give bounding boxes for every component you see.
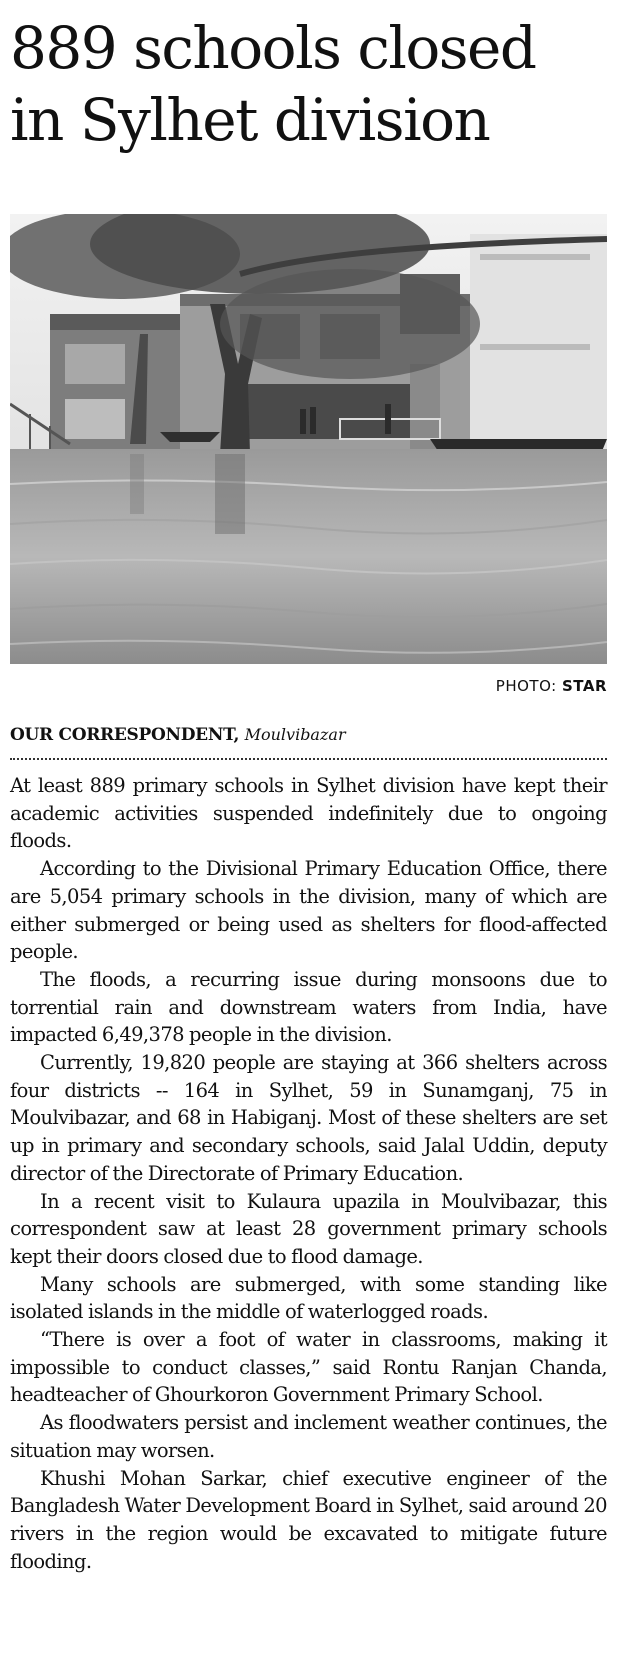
byline-name: OUR CORRESPONDENT,: [10, 725, 240, 745]
photo-credit-source: STAR: [561, 677, 607, 695]
paragraph: “There is over a foot of water in classrooms, making it impossible to conduct classes,” said Rontu Ranjan Chanda, headteacher of Ghourkoron Government Primary School.: [10, 1328, 607, 1407]
paragraph: According to the Divisional Primary Education Office, there are 5,054 primary schools in the division, many of which are either submerged or being used as shelters for flood-affected people.: [10, 857, 607, 964]
paragraph: In a recent visit to Kulaura upazila in Moulvibazar, this correspondent saw at least 28 government primary schools kept their doors closed due to flood damage.: [10, 1189, 607, 1268]
flood-photo-illustration: [10, 214, 607, 664]
headline-line-1: 889 schools closed: [10, 14, 536, 82]
byline: [10, 724, 607, 746]
article-body: [10, 772, 607, 1575]
headline: [10, 12, 607, 156]
article: [10, 0, 607, 1573]
headline-line-2: in Sylhet division: [10, 86, 490, 154]
article-photo: [10, 214, 607, 664]
photo-credit: [496, 677, 607, 695]
dotted-divider: [10, 758, 607, 760]
paragraph: Many schools are submerged, with some standing like isolated islands in the middle of waterlogged roads.: [10, 1272, 607, 1324]
paragraph: As floodwaters persist and inclement weather continues, the situation may worsen.: [10, 1411, 607, 1462]
paragraph: The floods, a recurring issue during monsoons due to torrential rain and downstream waters from India, have impacted 6,49,378 people in the division.: [10, 967, 607, 1047]
photo-credit-label: PHOTO:: [495, 677, 557, 695]
byline-place: Moulvibazar: [244, 725, 346, 744]
paragraph: Currently, 19,820 people are staying at 366 shelters across four districts -- 164 in Sylhet, 59 in Sunamganj, 75 in Moulvibazar, and 68 in Habiganj. Most of these shelters are set up in primary and secondary schools, said Jalal Uddin, deputy director of the Directorate of Primary Education.: [10, 1051, 607, 1185]
paragraph: Khushi Mohan Sarkar, chief executive engineer of the Bangladesh Water Development Board in Sylhet, said around 20 rivers in the region would be excavated to mitigate future flooding.: [10, 1466, 607, 1573]
paragraph: At least 889 primary schools in Sylhet division have kept their academic activities suspended indefinitely due to ongoing floods.: [10, 774, 607, 853]
